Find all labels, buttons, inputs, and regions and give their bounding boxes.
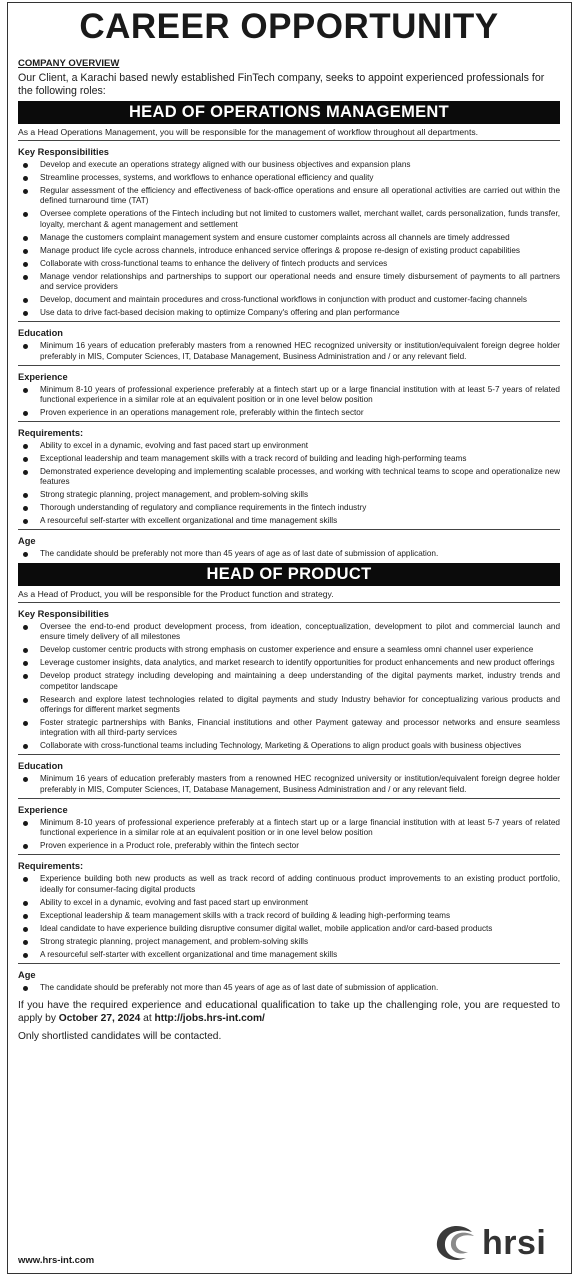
list-item-text: Exceptional leadership & team management skills with a track record of building & leading high-performing teams	[40, 910, 451, 920]
list-item-text: Oversee the end-to-end product development process, from ideation, conceptualization, development to pilot and commercial launch and ensure timely delivery of all milestones	[40, 621, 560, 642]
list-item	[18, 658, 560, 668]
bullet-icon	[23, 519, 28, 524]
bullet-icon	[23, 189, 28, 194]
list-item-text: Demonstrated experience developing and implementing scalable processes, and working with technical teams to scope and operationalize new features	[40, 467, 560, 487]
list-item-text: Strong strategic planning, project management, and problem-solving skills	[40, 490, 309, 500]
list-item-text: Collaborate with cross-functional teams including Technology, Marketing & Operations to align product goals with business objectives	[40, 741, 522, 751]
list-item-text: Thorough understanding of regulatory and compliance requirements in the fintech industry	[40, 503, 367, 513]
ad-content	[18, 0, 560, 1042]
list-item-text: Manage vendor relationships and partnerships to support our operational needs and ensure timely disbursement of payments to all partners and service providers	[40, 271, 560, 292]
role-intro: As a Head Operations Management, you will be responsible for the management of workflow throughout all departments.	[18, 127, 479, 137]
section-heading: Key Responsibilities	[18, 147, 109, 157]
closing-text	[18, 999, 560, 1025]
list-item	[18, 308, 560, 318]
bullet-list	[18, 874, 560, 960]
divider	[18, 529, 560, 530]
role-title-banner: HEAD OF PRODUCT	[18, 563, 560, 586]
divider	[18, 963, 560, 964]
list-item-text: Manage the customers complaint management system and ensure customer complaints across all channels are timely addressed	[40, 232, 510, 242]
list-item-text: Collaborate with cross-functional teams to enhance the delivery of fintech products and services	[40, 258, 388, 268]
list-item-text: The candidate should be preferably not more than 45 years of age as of last date of submission of application.	[40, 549, 439, 559]
list-item-text: Research and explore latest technologies related to digital payments and study Industry behavior for conceptualizing various products and offerings for different market segments	[40, 694, 560, 715]
bullet-icon	[23, 506, 28, 511]
list-item	[18, 695, 560, 716]
list-item	[18, 490, 560, 500]
list-item-text: Ability to excel in a dynamic, evolving and fast paced start up environment	[40, 441, 309, 451]
bullet-icon	[23, 986, 28, 991]
list-item	[18, 622, 560, 643]
bullet-icon	[23, 877, 28, 882]
list-item-text: Minimum 16 years of education preferably masters from a renowned HEC recognized university or institution/equivalent foreign degree holder preferably in MIS, Computer Sciences, IT, Database Management, Business Administration and / or any relevant field.	[40, 341, 560, 361]
list-item	[18, 741, 560, 751]
list-item-text: Proven experience in a Product role, preferably within the fintech sector	[40, 841, 299, 851]
list-item	[18, 898, 560, 908]
list-item-text: Minimum 8-10 years of professional experience preferably at a fintech start up or a large financial institution with at least 5-7 years of related functional experience in a similar role at an equivalent position or in one level below position	[40, 384, 560, 405]
bullet-icon	[23, 661, 28, 666]
section-heading: Education	[18, 761, 63, 772]
bullet-icon	[23, 493, 28, 498]
bullet-list	[18, 622, 560, 752]
list-item-text: Oversee complete operations of the Fintech including but not limited to customers wallet, merchant wallet, cards personalization, funds transfer, loyalty, merchant & agent management and settlement	[40, 209, 560, 229]
bullet-icon	[23, 262, 28, 267]
bullet-icon	[23, 844, 28, 849]
page-title: CAREER OPPORTUNITY	[79, 7, 499, 46]
bullet-icon	[23, 163, 28, 168]
bullet-icon	[23, 344, 28, 349]
list-item	[18, 503, 560, 513]
list-item	[18, 874, 560, 895]
section-heading: Education	[18, 328, 63, 339]
list-item-text: Strong strategic planning, project management, and problem-solving skills	[40, 936, 309, 946]
list-item	[18, 549, 560, 559]
list-item	[18, 841, 560, 851]
website-link[interactable]: www.hrs-int.com	[18, 1255, 95, 1266]
divider	[18, 421, 560, 422]
bullet-icon	[23, 698, 28, 703]
bullet-icon	[23, 777, 28, 782]
application-deadline: October 27, 2024	[58, 1013, 141, 1025]
list-item	[18, 408, 560, 418]
bullet-list	[18, 441, 560, 527]
bullet-list	[18, 549, 560, 559]
list-item-text: Minimum 8-10 years of professional experience preferably at a fintech start up or a large financial institution with at least 5-7 years of related functional experience in a similar role at an equivalent position or in one level below position	[40, 817, 560, 838]
list-item	[18, 645, 560, 655]
list-item-text: Foster strategic partnerships with Banks, Financial institutions and other Payment gateway and processor networks and ensure seamless integration with all third-party services	[40, 718, 560, 738]
list-item	[18, 924, 560, 934]
list-item-text: Develop, document and maintain procedures and cross-functional workflows in conjunction with product and customer-facing channels	[40, 295, 527, 305]
bullet-icon	[23, 914, 28, 919]
bullet-icon	[23, 821, 28, 826]
overview-heading: COMPANY OVERVIEW	[18, 58, 120, 69]
list-item-text: Use data to drive fact-based decision making to optimize Company's offering and plan performance	[40, 308, 400, 318]
bullet-list	[18, 818, 560, 852]
bullet-icon	[23, 212, 28, 217]
logo-text: hrsi	[482, 1224, 547, 1262]
bullet-list	[18, 341, 560, 362]
closing-text-middle: at	[140, 1013, 155, 1025]
list-item-text: Develop customer centric products with strong emphasis on customer experience and ensure a seamless omni channel user experience	[40, 645, 534, 655]
divider	[18, 140, 560, 141]
list-item	[18, 937, 560, 947]
bullet-icon	[23, 927, 28, 932]
list-item	[18, 233, 560, 243]
list-item-text: Ability to excel in a dynamic, evolving and fast paced start up environment	[40, 897, 309, 907]
bullet-icon	[23, 275, 28, 280]
bullet-icon	[23, 744, 28, 749]
bullet-icon	[23, 470, 28, 475]
list-item-text: Minimum 16 years of education preferably masters from a renowned HEC recognized university or institution/equivalent foreign degree holder preferably in MIS, Computer Sciences, IT, Database Management, Business Administration and / or any relevant field.	[40, 774, 560, 794]
bullet-icon	[23, 444, 28, 449]
closing-text-before: If you have the required experience and educational qualification to take up the challenging role, you are requested to apply by	[18, 1000, 560, 1025]
list-item	[18, 911, 560, 921]
bullet-icon	[23, 388, 28, 393]
bullet-icon	[23, 411, 28, 416]
list-item-text: Leverage customer insights, data analytics, and market research to identify opportunities for product enhancements and new product offerings	[40, 658, 555, 668]
list-item	[18, 454, 560, 464]
list-item	[18, 441, 560, 451]
divider	[18, 365, 560, 366]
bullet-icon	[23, 236, 28, 241]
list-item	[18, 272, 560, 293]
list-item	[18, 259, 560, 269]
list-item	[18, 186, 560, 207]
section-heading: Key Responsibilities	[18, 608, 109, 619]
list-item	[18, 295, 560, 305]
bullet-icon	[23, 674, 28, 679]
bullet-icon	[23, 311, 28, 316]
divider	[18, 798, 560, 799]
section-heading: Experience	[18, 804, 68, 815]
list-item-text: Develop product strategy including developing and maintaining a deep understanding of the digital payments market, industry trends and competitor landscape	[40, 671, 560, 691]
hrsi-swoosh-logo-icon	[432, 1222, 480, 1266]
list-item	[18, 516, 560, 526]
roles-container	[18, 101, 560, 993]
list-item	[18, 341, 560, 362]
bullet-icon	[23, 721, 28, 726]
list-item	[18, 950, 560, 960]
bullet-icon	[23, 648, 28, 653]
bullet-icon	[23, 940, 28, 945]
list-item	[18, 671, 560, 692]
list-item	[18, 246, 560, 256]
list-item-text: Proven experience in an operations management role, preferably within the fintech sector	[40, 408, 364, 418]
divider	[18, 321, 560, 322]
section-heading: Experience	[18, 371, 68, 382]
bullet-icon	[23, 176, 28, 181]
section-heading: Requirements:	[18, 861, 84, 872]
list-item	[18, 774, 560, 795]
role-title-banner: HEAD OF OPERATIONS MANAGEMENT	[18, 101, 560, 124]
list-item	[18, 160, 560, 170]
bullet-list	[18, 160, 560, 319]
overview-text: Our Client, a Karachi based newly established FinTech company, seeks to appoint experienced professionals for the following roles:	[18, 72, 545, 97]
bullet-icon	[23, 249, 28, 254]
list-item-text: Manage product life cycle across channels, introduce enhanced service offerings & propose re-design of existing product capabilities	[40, 245, 520, 255]
divider	[18, 602, 560, 603]
shortlist-note: Only shortlisted candidates will be contacted.	[18, 1031, 222, 1043]
list-item-text: Regular assessment of the efficiency and effectiveness of back-office operations and ensure all operational activities are carried out within the defined turnaround time (TAT)	[40, 186, 560, 206]
bullet-list	[18, 774, 560, 795]
divider	[18, 754, 560, 755]
section-heading: Age	[18, 969, 36, 980]
bullet-icon	[23, 457, 28, 462]
list-item-text: The candidate should be preferably not more than 45 years of age as of last date of submission of application.	[40, 982, 439, 992]
bullet-list	[18, 983, 560, 993]
list-item-text: A resourceful self-starter with excellent organizational and time management skills	[40, 949, 338, 959]
bullet-icon	[23, 625, 28, 630]
section-heading: Age	[18, 536, 36, 547]
list-item-text: Ideal candidate to have experience building disruptive consumer digital wallet, mobile application and/or card-based products	[40, 923, 493, 933]
bullet-list	[18, 385, 560, 419]
list-item	[18, 718, 560, 739]
list-item	[18, 209, 560, 230]
company-logo	[432, 1222, 562, 1266]
list-item	[18, 467, 560, 488]
bullet-icon	[23, 901, 28, 906]
list-item-text: Experience building both new products as well as track record of adding continuous product improvements to an existing product portfolio, ideally for consumer-facing digital products	[40, 874, 560, 894]
apply-link[interactable]: http://jobs.hrs-int.com/	[154, 1013, 265, 1025]
list-item-text: Develop and execute an operations strategy aligned with our business objectives and expansion plans	[40, 160, 411, 169]
bullet-icon	[23, 298, 28, 303]
section-heading: Requirements:	[18, 428, 84, 439]
role-intro: As a Head of Product, you will be responsible for the Product function and strategy.	[18, 588, 334, 599]
list-item	[18, 385, 560, 406]
list-item-text: Streamline processes, systems, and workflows to enhance operational efficiency and quality	[40, 173, 374, 182]
list-item-text: A resourceful self-starter with excellent organizational and time management skills	[40, 516, 338, 526]
list-item	[18, 173, 560, 183]
list-item-text: Exceptional leadership and team management skills with a track record of building and leading high-performing teams	[40, 454, 467, 464]
bullet-icon	[23, 953, 28, 958]
list-item	[18, 983, 560, 993]
list-item	[18, 818, 560, 839]
divider	[18, 854, 560, 855]
bullet-icon	[23, 552, 28, 557]
